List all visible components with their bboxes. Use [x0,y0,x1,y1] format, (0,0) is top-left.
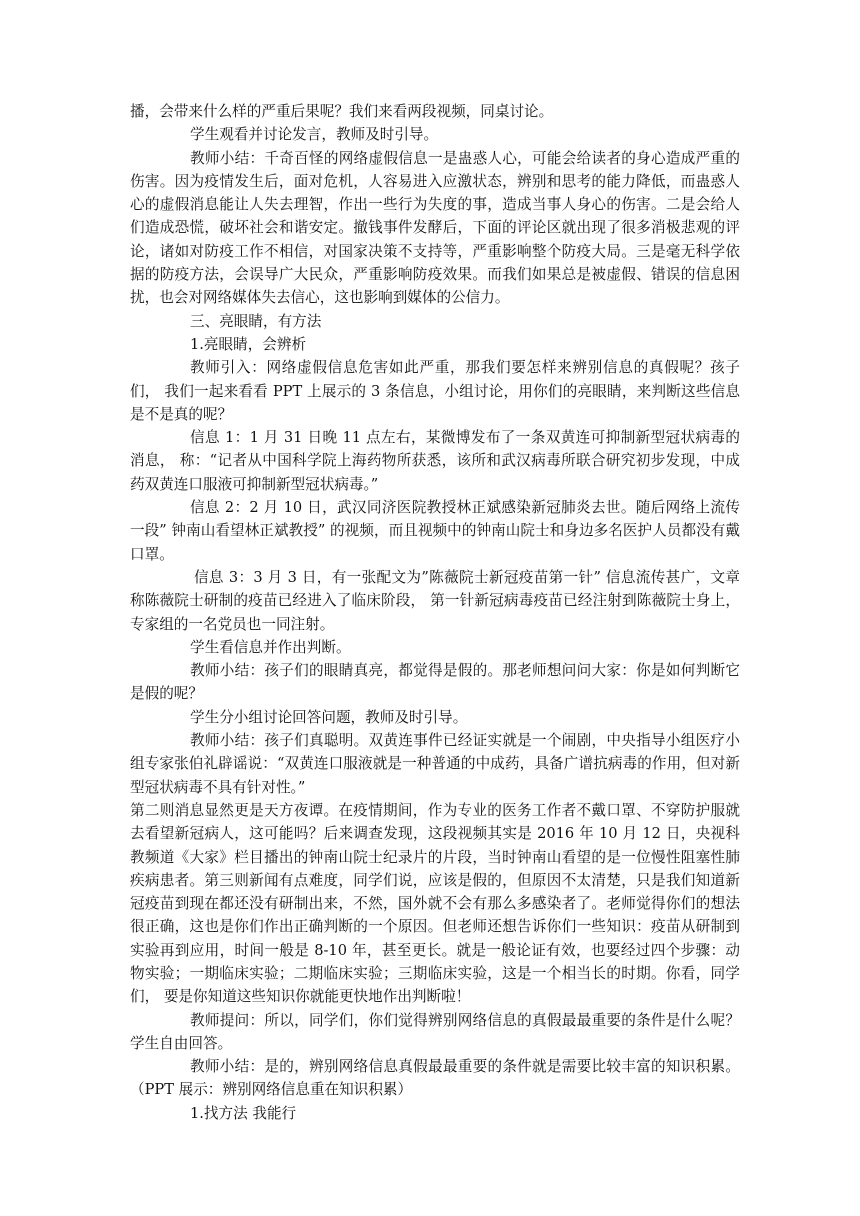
paragraph-group-discussion: 学生分小组讨论回答问题，教师及时引导。 [190,708,468,726]
paragraph-info-3: 信息 3：3 月 3 日，有一张配文为”陈薇院士新冠疫苗第一针” 信息流传甚广，文章称陈薇院士研制的疫苗已经进入了临床阶段， 第一针新冠病毒疫苗已经注射到陈薇院士身上， 专家组的一名党员也一同注射。 [130,568,740,633]
subsection-heading-2: 1.找方法 我能行 [190,1104,297,1122]
paragraph-continuation: 播，会带来什么样的严重后果呢？我们来看两段视频，同桌讨论。 [130,103,554,120]
subsection-heading: 1.亮眼睛，会辨析 [190,335,307,353]
section-heading: 三、亮眼睛，有方法 [190,312,322,330]
paragraph-teacher-summary: 教师小结：千奇百怪的网络虚假信息一是蛊惑人心，可能会给读者的身心造成严重的伤害。因为疫情发生后，面对危机，人容易进入应激状态，辨别和思考的能力降低，而蛊惑人心的虚假消息能让人失去理智，作出一些行为失度的事，造成当事人身心的伤害。二是会给人们造成恐慌，破坏社会和谐安定。撤钱事件发酵后，下面的评论区就出现了很多消极悲观的评论，诸如对防疫工作不相信，对国家决策不支持等，严重影响整个防疫大局。三是毫无科学依据的防疫方法，会误导广大民众，严重影响防疫效果。而我们如果总是被虚假、错误的信息困扰，也会对网络媒体失去信心，这也影响到媒体的公信力。 [130,149,740,307]
document-body [130,100,740,1125]
paragraph-student-judgement: 学生看信息并作出判断。 [190,638,351,656]
paragraph-second-news: 第二则消息显然更是天方夜谭。在疫情期间，作为专业的医务工作者不戴口罩、不穿防护服就去看望新冠病人，这可能吗？后来调查发现，这段视频其实是 2016 年 10 月 12 日，央视科教频道《大家》栏目播出的钟南山院士纪录片的片段，当时钟南山看望的是一位慢性阻塞性肺疾病患者。第三则新闻有点难度，同学们说，应该是假的，但原因不太清楚，只是我们知道新冠疫苗到现在都还没有研制出来，不然，国外就不会有那么多感染者了。老师觉得你们的想法很正确，这也是你们作出正确判断的一个原因。但老师还想告诉你们一些知识：疫苗从研制到实验再到应用，时间一般是 8-10 年，甚至更长。就是一般论证有效，也要经过四个步骤：动物实验；一期临床实验；二期临床实验；三期临床实验，这是一个相当长的时期。你看，同学们， 要是你知道这些知识你就能更快地作出判断啦！ [130,801,740,1006]
paragraph-teacher-question: 教师小结：孩子们的眼睛真亮，都觉得是假的。那老师想问问大家：你是如何判断它是假的呢？ [130,662,740,703]
paragraph-info-1: 信息 1：1 月 31 日晚 11 点左右，某微博发布了一条双黄连可抑制新型冠状病毒的消息， 称：“记者从中国科学院上海药物所获悉，该所和武汉病毒所联合研究初步发现，中成药双黄连口服液可抑制新型冠状病毒。” [130,429,740,493]
paragraph-teacher-intro: 教师引入：网络虚假信息危害如此严重，那我们要怎样来辨别信息的真假呢？孩子们， 我们一起来看看 PPT 上展示的 3 条信息，小组讨论，用你们的亮眼睛，来判断这些信息是不是真的呢？ [130,359,740,423]
paragraph-teacher-summary-3: 教师小结：是的，辨别网络信息真假最最重要的条件就是需要比较丰富的知识积累。（PPT 展示：辨别网络信息重在知识积累） [130,1058,740,1099]
paragraph-student-activity: 学生观看并讨论发言，教师及时引导。 [190,126,439,144]
paragraph-teacher-summary-2: 教师小结：孩子们真聪明。双黄连事件已经证实就是一个闹剧，中央指导小组医疗小组专家张伯礼辟谣说：“双黄连口服液就是一种普通的中成药，具备广谱抗病毒的作用，但对新型冠状病毒不具有针对性。” [130,732,740,796]
paragraph-info-2: 信息 2：2 月 10 日，武汉同济医院教授林正斌感染新冠肺炎去世。随后网络上流传一段” 钟南山看望林正斌教授” 的视频，而且视频中的钟南山院士和身边多名医护人员都没有戴口罩。 [130,499,740,563]
paragraph-teacher-ask: 教师提问：所以，同学们，你们觉得辨别网络信息的真假最最重要的条件是什么呢？学生自由回答。 [130,1011,740,1052]
